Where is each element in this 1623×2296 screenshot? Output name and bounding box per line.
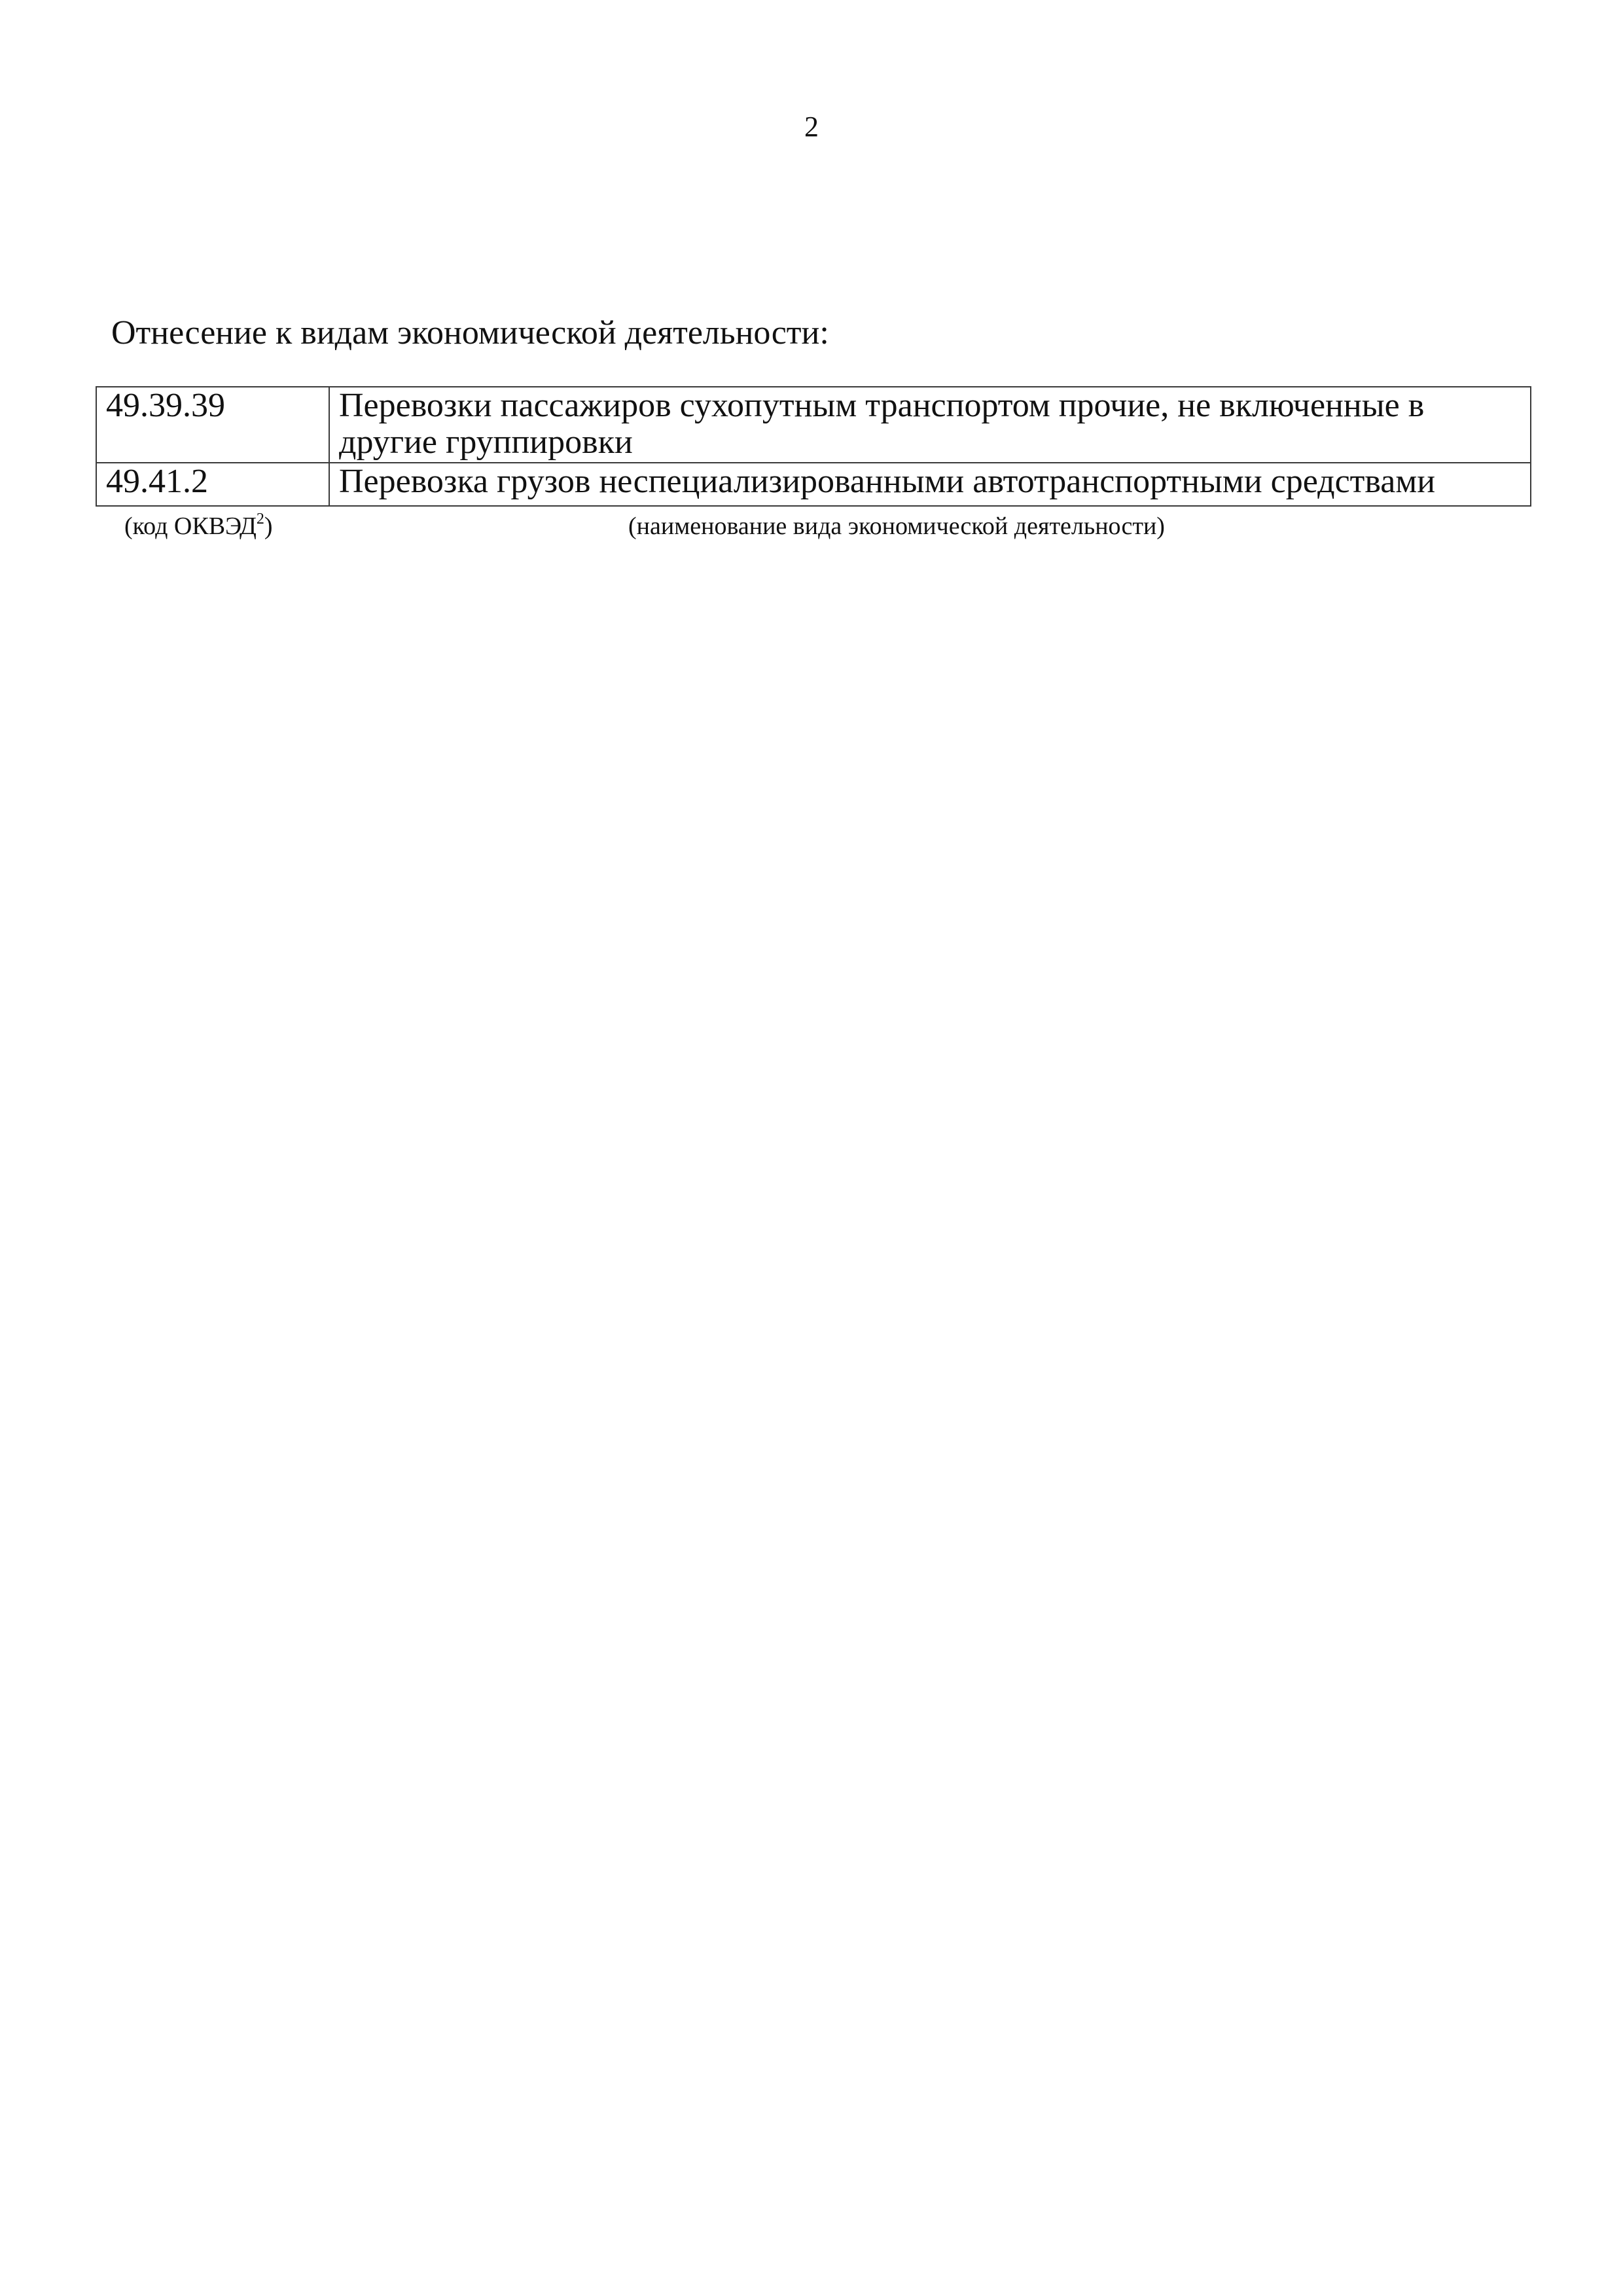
okved-code-cell: 49.41.2 [96, 463, 329, 506]
table-row [96, 463, 1531, 506]
activity-name-cell: Перевозки пассажиров сухопутным транспортом прочие, не включенные в другие группировки [329, 387, 1531, 463]
activity-name-cell: Перевозка грузов неспециализированными автотранспортными средствами [329, 463, 1531, 506]
okved-table [96, 386, 1531, 507]
code-caption-close: ) [264, 512, 273, 540]
table-row [96, 387, 1531, 463]
code-caption-text: (код ОКВЭД [124, 512, 257, 540]
code-column-caption [124, 512, 273, 541]
footnote-mark: 2 [256, 511, 264, 528]
page-number: 2 [804, 111, 819, 143]
okved-code-cell: 49.39.39 [96, 387, 329, 463]
name-column-caption: (наименование вида экономической деятельности) [628, 512, 1165, 540]
section-heading: Отнесение к видам экономической деятельности: [111, 314, 829, 351]
